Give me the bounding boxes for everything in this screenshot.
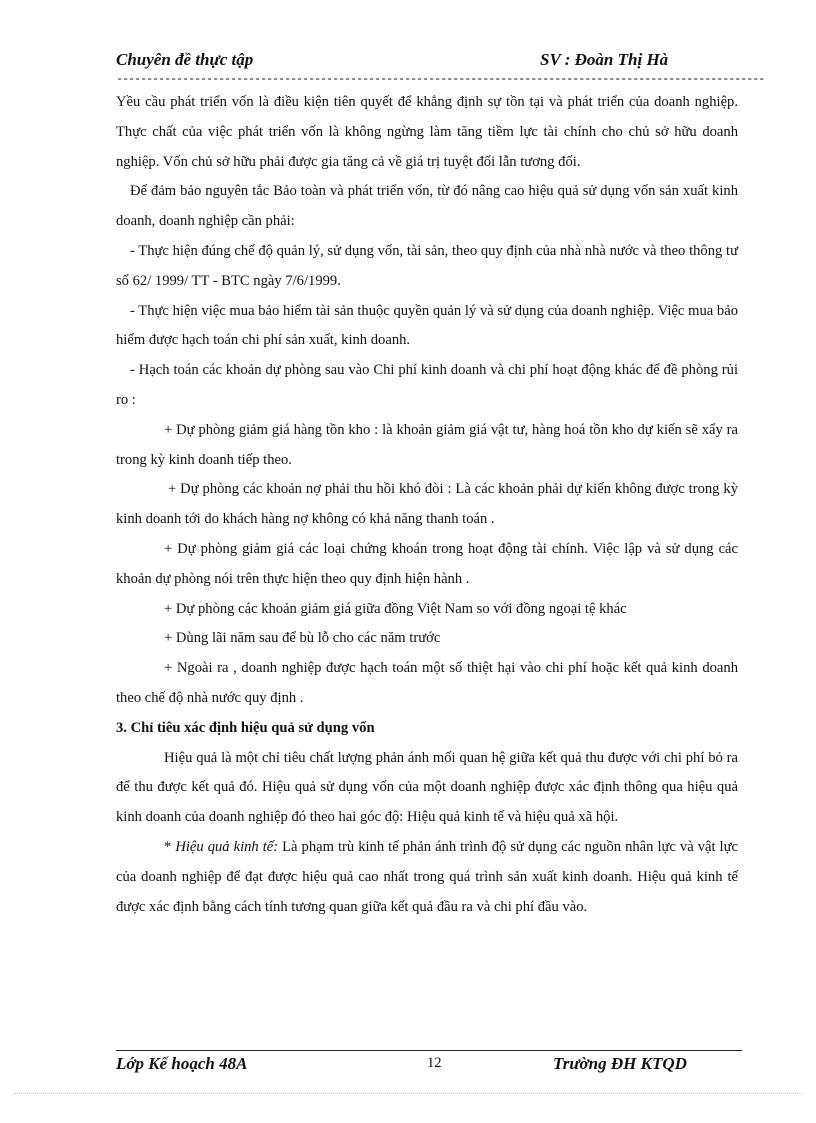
paragraph-efficiency-definition: Hiệu quả là một chỉ tiêu chất lượng phản ánh mối quan hệ giữa kết quả thu được với chi phí bỏ ra để thu được kết quả đó. Hiệu quả sử dụng vốn của một doanh nghiệp được xác định thông qua hiệu quả kinh doanh của doanh nghiệp đó theo hai góc độ: Hiệu quả kinh tế và hiệu quả xã hội. [116, 749, 738, 826]
footer-class-name: Lớp Kế hoạch 48A [116, 1054, 248, 1073]
paragraph-economic-efficiency [116, 833, 738, 922]
sub-item-currency-provision: + Dự phòng các khoản giảm giá giữa đồng Việt Nam so với đồng ngoại tệ khác [164, 600, 627, 617]
header-right-author: SV : Đoàn Thị Hà [540, 50, 669, 69]
list-item-provisions: - Hạch toán các khoản dự phòng sau vào Chi phí kinh doanh và chi phí hoạt động khác để đề phòng rủi ro : [116, 362, 738, 408]
sub-item-securities-provision: + Dự phòng giảm giá các loại chứng khoán trong hoạt động tài chính. Việc lập và sử dụng các khoản dự phòng nói trên thực hiện theo quy định hiện hành . [116, 540, 738, 587]
paragraph-preservation-principle: Để đảm bảo nguyên tắc Bảo toàn và phát triển vốn, từ đó nâng cao hiệu quả sử dụng vốn sản xuất kinh doanh, doanh nghiệp cần phải: [116, 183, 738, 230]
section-heading-3: 3. Chỉ tiêu xác định hiệu quả sử dụng vốn [116, 719, 375, 736]
footer-rule [116, 1050, 742, 1051]
footer-school-name: Trường ĐH KTQD [553, 1054, 687, 1073]
page-bottom-dotted-edge [14, 1093, 802, 1094]
list-item-management-regime: - Thực hiện đúng chế độ quản lý, sử dụng vốn, tài sản, theo quy định của nhà nhà nước và theo thông tư số 62/ 1999/ TT - BTC ngày 7/6/1999. [116, 242, 738, 289]
page-number: 12 [427, 1055, 442, 1071]
sub-item-other-losses: + Ngoài ra , doanh nghiệp được hạch toán một số thiệt hại vào chi phí hoặc kết quả kinh doanh theo chế độ nhà nước quy định . [116, 660, 738, 706]
page-header [116, 50, 716, 74]
sub-item-bad-debt-provision: + Dự phòng các khoản nợ phải thu hồi khó đòi : Là các khoản phải dự kiến không được trong kỳ kinh doanh tới do khách hàng nợ không có khả năng thanh toán . [116, 481, 738, 528]
document-body [116, 88, 738, 922]
economic-efficiency-label: Hiệu quả kinh tế: [175, 838, 279, 855]
header-left-title: Chuyên đề thực tập [116, 50, 254, 69]
page-footer [116, 1054, 742, 1078]
paragraph-capital-growth: Yều cầu phát triển vốn là điều kiện tiên quyết để khẳng định sự tồn tại và phát triển của doanh nghiệp. Thực chất của việc phát triển vốn là không ngừng làm tăng tiềm lực tài chính cho chủ sở hữu doanh nghiệp. Vốn chủ sở hữu phải được gia tăng cả về giá trị tuyệt đối lẫn tương đối. [116, 94, 738, 170]
sub-item-loss-offset: + Dùng lãi năm sau để bù lỗ cho các năm trước [164, 630, 441, 647]
bullet-marker: * [164, 838, 176, 855]
economic-efficiency-text: Là phạm trù kinh tế phản ánh trình độ sử dụng các nguồn nhân lực và vật lực của doanh nghiệp để đạt được hiệu quả cao nhất trong quá trình sản xuất kinh doanh. Hiệu quả kinh tế được xác định bằng cách tính tương quan giữa kết quả đầu ra và chi phí đầu vào. [116, 838, 738, 915]
header-dashed-rule: ------------------------------------------------------------------------------------------------------------ [116, 72, 765, 86]
sub-item-inventory-provision: + Dự phòng giảm giá hàng tồn kho : là khoản giảm giá vật tư, hàng hoá tồn kho dự kiến sẽ xẩy ra trong kỳ kinh doanh tiếp theo. [116, 421, 738, 468]
list-item-insurance: - Thực hiện việc mua bảo hiểm tài sản thuộc quyền quản lý và sử dụng của doanh nghiệp. Việc mua bảo hiểm được hạch toán chi phí sản xuất, kinh doanh. [116, 302, 738, 349]
